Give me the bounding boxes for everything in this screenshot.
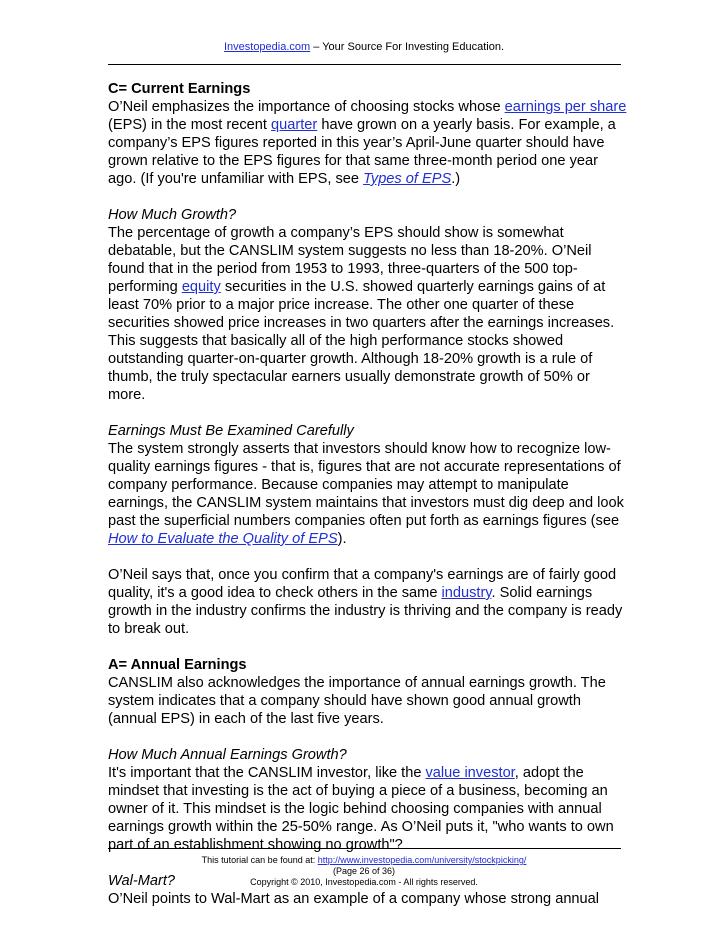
heading-current-earnings: C= Current Earnings <box>108 81 251 97</box>
text: securities in the U.S. showed quarterly earnings gains of at least 70% prior to a major price increase. The other one quarter of these securities showed price increases in two quarters after the earnings increases. This suggests that basically all of the high performance stocks showed outstanding quarter-on-quarter growth. Although 18-20% growth is a rule of thumb, the truly spectacular earners usually demonstrate growth of 50% or more. <box>108 279 615 403</box>
subheading-walmart: Wal-Mart? <box>108 873 176 889</box>
page-header <box>0 40 728 54</box>
text: The system strongly asserts that investors should know how to recognize low-quality earnings figures - that is, figures that are not accurate representations of company performance. Because companies may attempt to manipulate earnings, the CANSLIM system maintains that investors must dig deep and look past the superficial numbers companies often put forth as earnings figures (see <box>108 441 624 529</box>
text: . Solid earnings growth in the industry confirms the industry is thriving and the company is ready to break out. <box>108 585 623 637</box>
footer-url-link[interactable]: http://www.investopedia.com/university/stockpicking/ <box>317 855 527 865</box>
text: , adopt the mindset that investing is the act of buying a piece of a business, becoming an owner of it. This mindset is the logic behind choosing companies with annual earnings growth within the 25-50% range. As O’Neil puts it, "who wants to own part of an establishment showing no growth"? <box>108 765 614 853</box>
subheading-how-much-growth: How Much Growth? <box>108 207 237 223</box>
link-types-of-eps[interactable]: Types of EPS <box>363 171 452 187</box>
link-quality-of-eps[interactable]: How to Evaluate the Quality of EPS <box>108 531 338 547</box>
text: O’Neil emphasizes the importance of choosing stocks whose <box>108 99 505 115</box>
text: have grown on a yearly basis. For example, a company’s EPS figures reported in this year’s April-June quarter should have grown relative to the EPS figures for that same three-month period one year ago. (If you're unfamiliar with EPS, see <box>108 117 616 187</box>
link-quarter[interactable]: quarter <box>271 117 318 133</box>
paragraph-current-earnings <box>108 80 628 188</box>
paragraph-examined-carefully <box>108 422 628 548</box>
page-footer <box>0 855 728 888</box>
paragraph-annual-earnings <box>108 656 628 728</box>
text: CANSLIM also acknowledges the importance of annual earnings growth. The system indicates that a company should have shown good annual growth (annual EPS) in each of the last five years. <box>108 675 606 727</box>
text: (EPS) in the most recent <box>108 117 272 133</box>
page-number: (Page 26 of 36) <box>332 866 396 876</box>
link-earnings-per-share[interactable]: earnings per share <box>504 99 627 115</box>
link-value-investor[interactable]: value investor <box>425 765 515 781</box>
link-industry[interactable]: industry <box>441 585 492 601</box>
subheading-examined-carefully: Earnings Must Be Examined Carefully <box>108 423 354 439</box>
text: The percentage of growth a company’s EPS should show is somewhat debatable, but the CANSLIM system suggests no less than 18-20%. O’Neil found that in the period from 1953 to 1993, three-quarters of the 500 top-performing <box>108 225 592 295</box>
footer-divider <box>108 848 621 849</box>
text: O’Neil points to Wal-Mart as an example of a company whose strong annual <box>108 891 600 907</box>
paragraph-annual-growth <box>108 746 628 854</box>
subheading-annual-growth: How Much Annual Earnings Growth? <box>108 747 347 763</box>
text: .) <box>451 171 461 187</box>
paragraph-how-much-growth <box>108 206 628 404</box>
link-equity[interactable]: equity <box>181 279 221 295</box>
text: This tutorial can be found at: <box>201 855 318 865</box>
header-divider <box>108 64 621 65</box>
text: ). <box>337 531 347 547</box>
text: O’Neil says that, once you confirm that a company's earnings are of fairly good quality, it's a good idea to check others in the same <box>108 567 617 601</box>
paragraph-oneil-industry <box>108 566 628 638</box>
text: It's important that the CANSLIM investor, like the <box>108 765 426 781</box>
document-body <box>108 80 628 908</box>
heading-annual-earnings: A= Annual Earnings <box>108 657 247 673</box>
header-site-link[interactable]: Investopedia.com <box>223 41 311 53</box>
header-tagline: – Your Source For Investing Education. <box>310 41 505 53</box>
footer-line-tutorial <box>0 855 728 866</box>
copyright: Copyright © 2010, Investopedia.com - All rights reserved. <box>250 877 478 887</box>
